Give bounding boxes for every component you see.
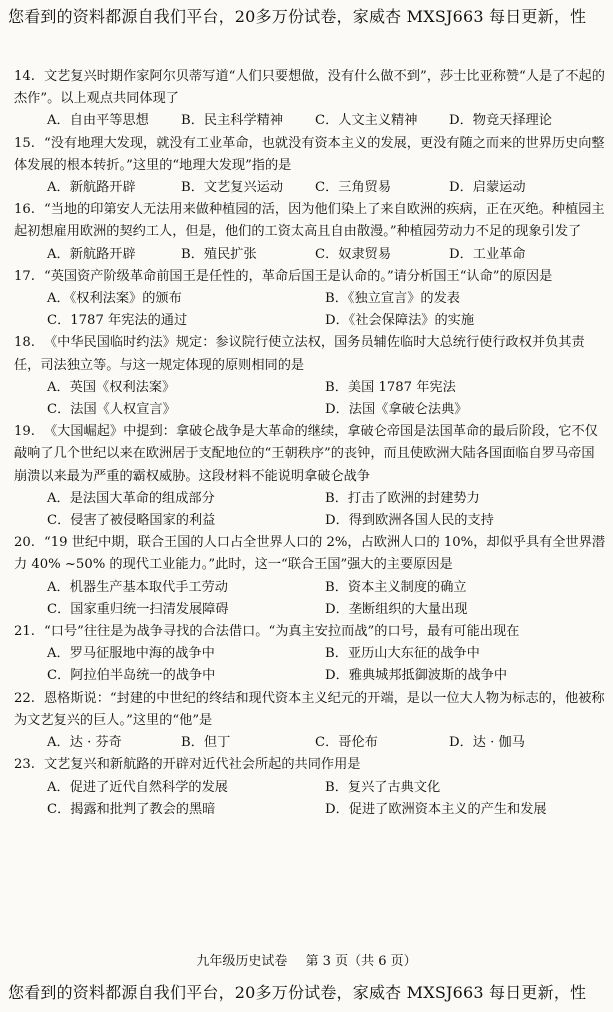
watermark-banner-bottom: 您看到的资料都源自我们平台，20多万份试卷，家威杏 MXSJ663 每日更新，性 xyxy=(8,983,587,1002)
option-b: B．文艺复兴运动 xyxy=(181,180,284,196)
question-number: 18. xyxy=(14,335,35,351)
option-b: B．《独立宣言》的发表 xyxy=(325,291,460,307)
question-list xyxy=(14,66,606,821)
question-text: “英国资产阶级革命前国王是任性的，革命后国王是认命的。”请分析国王“认命”的原因是 xyxy=(44,268,553,284)
question-18 xyxy=(14,332,606,421)
option-c: C．三角贸易 xyxy=(315,180,392,196)
option-b: B．民主科学精神 xyxy=(181,113,284,129)
question-number: 14. xyxy=(14,69,35,84)
option-c: C．侵害了被侵略国家的利益 xyxy=(47,513,216,529)
option-a: A．《权利法案》的颁布 xyxy=(47,291,182,307)
question-14 xyxy=(14,66,606,133)
option-c: C．人文主义精神 xyxy=(315,113,418,129)
option-a: A．英国《权利法案》 xyxy=(47,379,176,395)
question-number: 22. xyxy=(14,690,35,706)
question-number: 20. xyxy=(14,535,35,551)
option-d: D．工业革命 xyxy=(449,246,526,262)
option-a: A．新航路开辟 xyxy=(47,180,136,196)
option-b: B．殖民扩张 xyxy=(181,246,257,262)
question-stem xyxy=(14,66,606,110)
question-number: 23. xyxy=(14,757,35,773)
option-b: B．美国 1787 年宪法 xyxy=(325,379,456,395)
question-text: 文艺复兴时期作家阿尔贝蒂写道“人们只要想做，没有什么做不到”，莎士比亚称赞“人是了不起的杰作”。以上观点共同体现了 xyxy=(14,69,605,107)
option-a: A．促进了近代自然科学的发展 xyxy=(47,779,228,795)
option-c: C．法国《人权宣言》 xyxy=(47,402,176,418)
option-list xyxy=(14,643,606,687)
option-list xyxy=(14,732,606,754)
option-b: B．亚历山大东征的战争中 xyxy=(325,646,480,662)
question-16 xyxy=(14,199,606,266)
question-text: “口号”往往是为战争寻找的合法借口。“为真主安拉而战”的口号，最有可能出现在 xyxy=(44,624,520,640)
question-stem xyxy=(14,199,606,243)
option-c: C．1787 年宪法的通过 xyxy=(47,313,188,329)
option-b: B．但丁 xyxy=(181,735,231,751)
option-a: A．罗马征服地中海的战争中 xyxy=(47,646,215,662)
watermark-banner-top: 您看到的资料都源自我们平台，20多万份试卷，家威杏 MXSJ663 每日更新，性 xyxy=(8,7,587,26)
option-d: D．法国《拿破仑法典》 xyxy=(325,402,468,418)
option-list xyxy=(14,577,606,621)
question-text: “19 世纪中期，联合王国的人口占全世界人口的 2%，占欧洲人口的 10%，却似乎具有全世界潜力 40% ~50% 的现代工业能力。”此时，这一“联合王国”强大的主要原因是 xyxy=(14,535,606,573)
question-text: “当地的印第安人无法用来做种植园的活，因为他们染上了来自欧洲的疾病，正在灭绝。种植园主起初想雇用欧洲的契约工人，但是，他们的工资太高且自由散漫。”种植园劳动力不足的现象引发了 xyxy=(14,202,605,240)
option-list xyxy=(14,110,606,132)
question-20 xyxy=(14,532,606,621)
option-d: D．得到欧洲各国人民的支持 xyxy=(325,513,494,529)
question-23 xyxy=(14,754,606,821)
question-text: 恩格斯说：“封建的中世纪的终结和现代资本主义纪元的开端，是以一位大人物为标志的，他被称为文艺复兴的巨人。”这里的“他”是 xyxy=(14,690,605,728)
question-15 xyxy=(14,133,606,200)
option-a: A．自由平等思想 xyxy=(47,113,149,129)
question-number: 21. xyxy=(14,624,35,640)
option-d: D．启蒙运动 xyxy=(449,180,526,196)
question-text: 文艺复兴和新航路的开辟对近代社会所起的共同作用是 xyxy=(44,757,361,773)
option-list xyxy=(14,244,606,266)
option-d: D．促进了欧洲资本主义的产生和发展 xyxy=(325,801,547,817)
option-list xyxy=(14,288,606,332)
option-b: B．资本主义制度的确立 xyxy=(325,579,467,595)
page-number: 第 3 页（共 6 页） xyxy=(305,954,417,969)
question-number: 16. xyxy=(14,202,35,218)
option-c: C．揭露和批判了教会的黑暗 xyxy=(47,801,216,817)
question-number: 19. xyxy=(14,424,35,440)
question-text: 《大国崛起》中提到：拿破仑战争是大革命的继续，拿破仑帝国是法国革命的最后阶段，它不仅敲响了几个世纪以来在欧洲居于支配地位的“王朝秩序”的丧钟，而且使欧洲大陆各国面临自罗马帝国崩溃以来最为严重的霸权威胁。这段材料不能说明拿破仑战争 xyxy=(14,424,598,484)
option-a: A．是法国大革命的组成部分 xyxy=(47,490,215,506)
option-c: C．国家重归统一扫清发展障碍 xyxy=(47,601,229,617)
question-number: 17. xyxy=(14,268,35,284)
question-stem xyxy=(14,332,606,376)
question-stem xyxy=(14,688,606,732)
question-text: “没有地理大发现，就没有工业革命，也就没有资本主义的发展，更没有随之而来的世界历史向整体发展的根本转折。”这里的“地理大发现”指的是 xyxy=(14,135,605,173)
option-c: C．阿拉伯半岛统一的战争中 xyxy=(47,668,216,684)
option-b: B．复兴了古典文化 xyxy=(325,779,441,795)
question-stem xyxy=(14,266,606,288)
question-stem xyxy=(14,532,606,576)
question-stem xyxy=(14,421,606,488)
option-d: D．《社会保障法》的实施 xyxy=(325,313,475,329)
option-c: C．哥伦布 xyxy=(315,735,378,751)
option-a: A．新航路开辟 xyxy=(47,246,136,262)
question-22 xyxy=(14,688,606,755)
question-19 xyxy=(14,421,606,532)
option-a: A．达 · 芬奇 xyxy=(47,735,122,751)
page-footer xyxy=(0,952,613,972)
option-d: D．物竞天择理论 xyxy=(449,113,552,129)
option-list xyxy=(14,777,606,821)
option-d: D．雅典城邦抵御波斯的战争中 xyxy=(325,668,508,684)
question-21 xyxy=(14,621,606,688)
question-17 xyxy=(14,266,606,333)
question-stem xyxy=(14,133,606,177)
question-stem xyxy=(14,621,606,643)
option-c: C．奴隶贸易 xyxy=(315,246,392,262)
option-b: B．打击了欧洲的封建势力 xyxy=(325,490,480,506)
option-d: D．达 · 伽马 xyxy=(449,735,525,751)
question-number: 15. xyxy=(14,135,35,151)
question-text: 《中华民国临时约法》规定：参议院行使立法权，国务员辅佐临时大总统行使行政权并负其责任，司法独立等。与这一规定体现的原则相同的是 xyxy=(14,335,585,373)
option-list xyxy=(14,488,606,532)
option-d: D．垄断组织的大量出现 xyxy=(325,601,468,617)
exam-title: 九年级历史试卷 xyxy=(196,954,288,969)
question-stem xyxy=(14,754,606,776)
option-list xyxy=(14,177,606,199)
option-a: A．机器生产基本取代手工劳动 xyxy=(47,579,228,595)
option-list xyxy=(14,377,606,421)
